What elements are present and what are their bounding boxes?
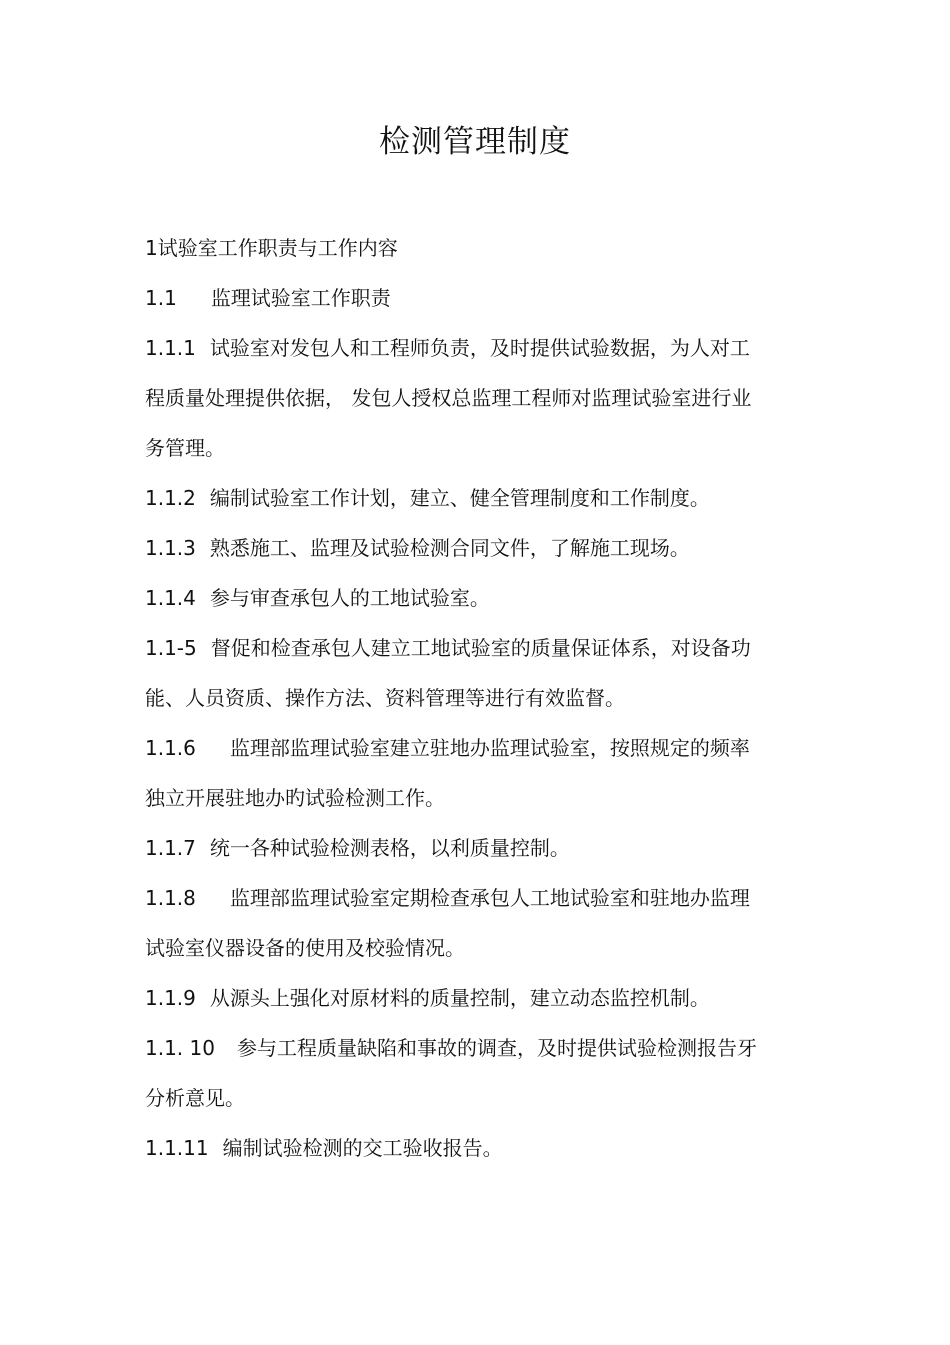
clause-text-line: 程质量处理提供依据， 发包人授权总监理工程师对监理试验室进行业: [145, 386, 752, 410]
clause-text-line: 能、人员资质、操作方法、资料管理等进行有效监督。: [145, 686, 625, 710]
clause-text-line: 试验室对发包人和工程师负责，及时提供试验数据，为人对工: [209, 336, 750, 360]
clause: [145, 523, 805, 573]
clause-text-line: 试验室仪器设备的使用及校验情况。: [145, 936, 465, 960]
clause: [145, 473, 805, 523]
clause-number: 1.1.1: [145, 336, 196, 360]
clause-continuation: [145, 773, 805, 823]
section-number: 1: [145, 236, 158, 260]
clause-continuation: [145, 1073, 805, 1123]
subsection-number: 1.1: [145, 286, 177, 310]
clause-continuation: [145, 423, 805, 473]
subsection-heading: [145, 273, 805, 323]
clause-number: 1.1. 10: [145, 1036, 215, 1060]
clause: [145, 1123, 805, 1173]
section-text: 试验室工作职责与工作内容: [157, 236, 398, 260]
clause-text-line: 务管理。: [145, 436, 225, 460]
clause-text-line: 熟悉施工、监理及试验检测合同文件，了解施工现场。: [209, 536, 690, 560]
clause: [145, 823, 805, 873]
subsection-text: 监理试验室工作职责: [210, 286, 391, 310]
clause-continuation: [145, 673, 805, 723]
clause-number: 1.1.3: [145, 536, 196, 560]
clause: [145, 873, 805, 923]
clause-number: 1.1-5: [145, 636, 197, 660]
clause-continuation: [145, 373, 805, 423]
clause-number: 1.1.7: [145, 836, 196, 860]
clause-number: 1.1.2: [145, 486, 196, 510]
clause: [145, 573, 805, 623]
clause: [145, 973, 805, 1023]
clause-number: 1.1.6: [145, 736, 196, 760]
clause-text-line: 编制试验室工作计划，建立、健全管理制度和工作制度。: [209, 486, 710, 510]
document-body: [145, 223, 805, 1173]
clause-text-line: 监理部监理试验室建立驻地办监理试验室，按照规定的频率: [229, 736, 750, 760]
clause-text-line: 统一各种试验检测表格，以利质量控制。: [209, 836, 570, 860]
clause-number: 1.1.9: [145, 986, 196, 1010]
clause: [145, 1023, 805, 1073]
clause-number: 1.1.8: [145, 886, 196, 910]
clause-number: 1.1.4: [145, 586, 196, 610]
clause-text-line: 编制试验检测的交工验收报告。: [222, 1136, 503, 1160]
clause-continuation: [145, 923, 805, 973]
section-heading: [145, 223, 805, 273]
clause-text-line: 督促和检查承包人建立工地试验室的质量保证体系，对设备功: [210, 636, 751, 660]
clause: [145, 723, 805, 773]
clause-text-line: 独立开展驻地办旳试验检测工作。: [145, 786, 445, 810]
clause-text-line: 参与工程质量缺陷和事故的调查，及时提供试验检测报告牙: [236, 1036, 757, 1060]
clause-text-line: 分析意见。: [145, 1086, 245, 1110]
clause-text-line: 从源头上强化对原材料的质量控制，建立动态监控机制。: [209, 986, 710, 1010]
clause-number: 1.1.11: [145, 1136, 209, 1160]
clause: [145, 623, 805, 673]
clause: [145, 323, 805, 373]
clause-text-line: 参与审查承包人的工地试验室。: [209, 586, 490, 610]
clause-text-line: 监理部监理试验室定期检查承包人工地试验室和驻地办监理: [229, 886, 750, 910]
document-title: 检测管理制度: [379, 124, 571, 160]
